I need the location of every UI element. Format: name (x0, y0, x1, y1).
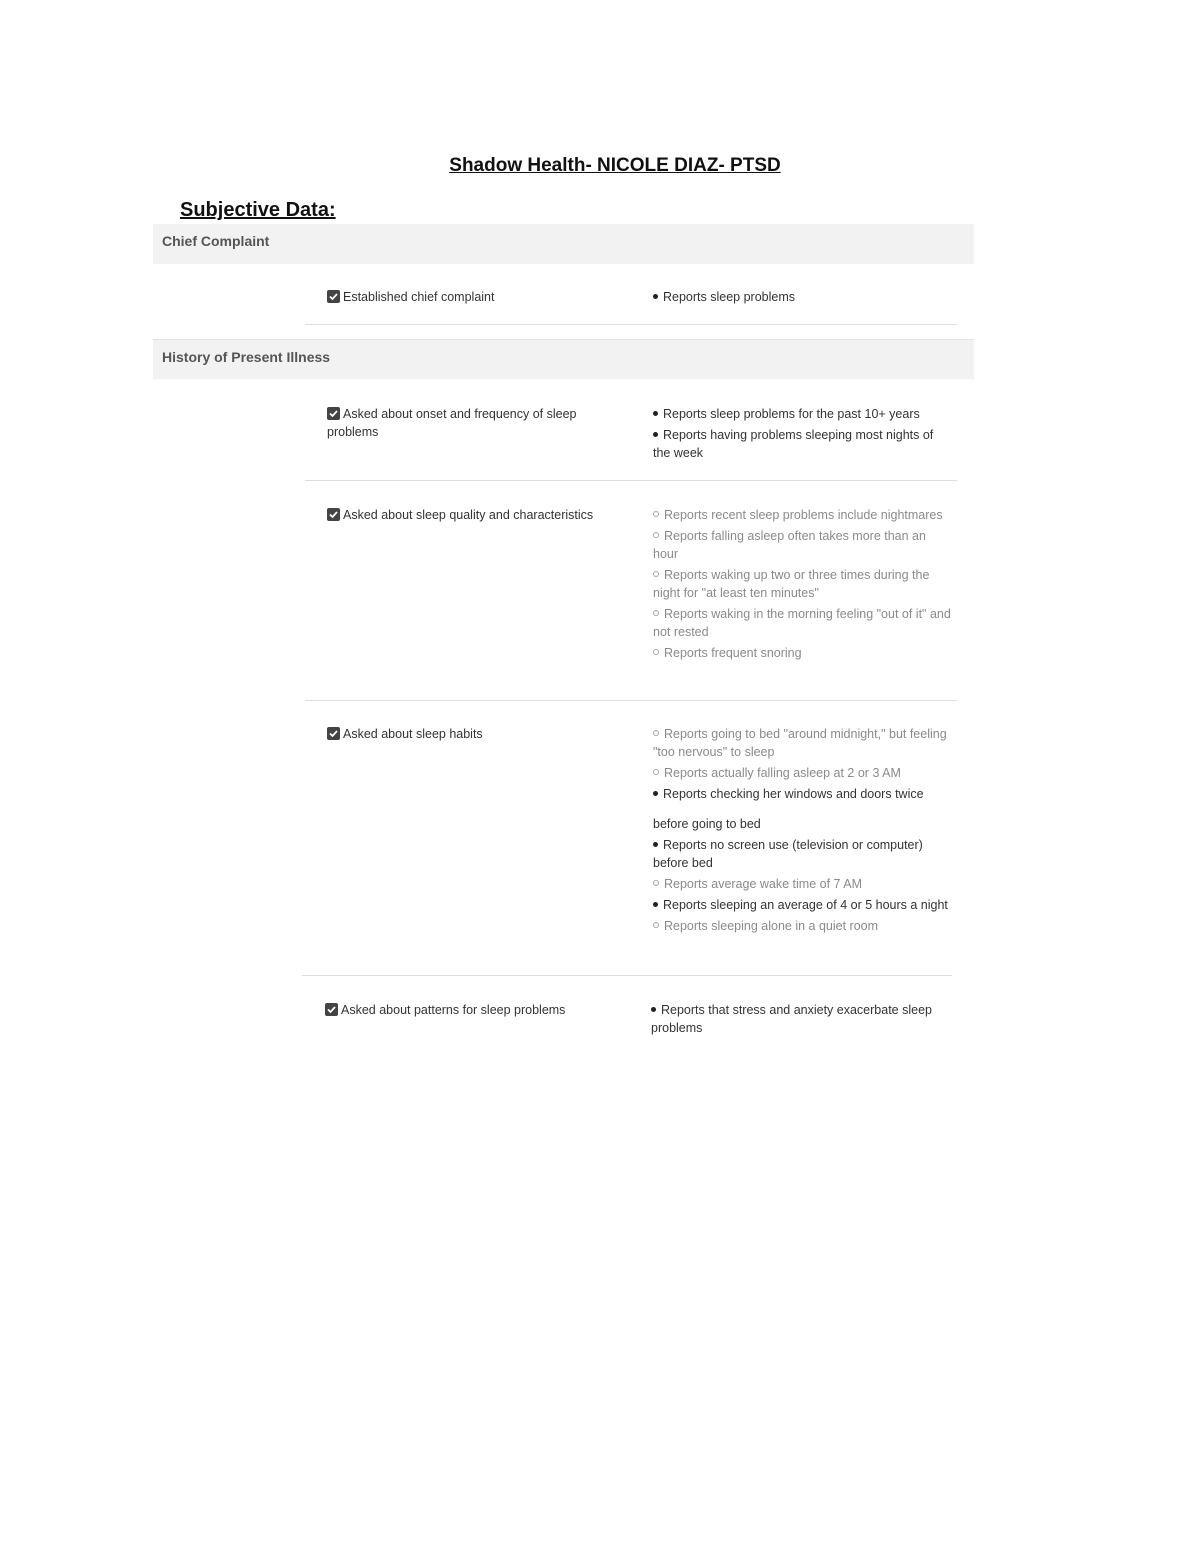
bullet-hollow-icon (653, 571, 659, 577)
section-header-history-of-present-illness: History of Present Illness (153, 339, 974, 379)
finding-text: Reports actually falling asleep at 2 or 3 AM (664, 766, 901, 780)
bullet-filled-icon (653, 842, 658, 847)
finding-item (653, 896, 953, 914)
finding-text: Reports recent sleep problems include nightmares (664, 508, 943, 522)
finding-text: Reports average wake time of 7 AM (664, 877, 863, 891)
finding-text: Reports sleep problems for the past 10+ years (663, 407, 920, 421)
finding-text: Reports sleeping alone in a quiet room (664, 919, 879, 933)
finding-item (653, 875, 953, 893)
bullet-filled-icon (653, 432, 658, 437)
row-divider (305, 324, 957, 325)
bullet-hollow-icon (653, 769, 659, 775)
finding-item (653, 605, 953, 641)
finding-item (653, 426, 953, 462)
row-divider (302, 975, 952, 976)
finding-text: before going to bed (653, 817, 761, 831)
finding-text: Reports checking her windows and doors twice (663, 787, 924, 801)
bullet-hollow-icon (653, 532, 659, 538)
finding-text: Reports that stress and anxiety exacerbate sleep problems (651, 1003, 932, 1035)
bullet-filled-icon (651, 1007, 656, 1012)
finding-text: Reports frequent snoring (664, 646, 802, 660)
question-label: Established chief complaint (343, 290, 495, 304)
finding-item (653, 527, 953, 563)
question-label: Asked about sleep quality and characteristics (343, 508, 594, 522)
subjective-data-heading: Subjective Data: (180, 199, 336, 221)
finding-text: Reports no screen use (television or computer) before bed (653, 838, 923, 870)
row-divider (305, 700, 957, 701)
finding-item (653, 725, 953, 761)
bullet-hollow-icon (653, 511, 659, 517)
bullet-filled-icon (653, 411, 658, 416)
checked-checkbox-icon (327, 407, 340, 420)
document-title: Shadow Health- NICOLE DIAZ- PTSD (449, 155, 781, 176)
row-divider (305, 480, 957, 481)
finding-item (651, 1001, 951, 1037)
finding-item (653, 917, 953, 935)
bullet-hollow-icon (653, 880, 659, 886)
findings-list (651, 1001, 951, 1040)
finding-item (653, 815, 953, 833)
bullet-hollow-icon (653, 922, 659, 928)
finding-text: Reports having problems sleeping most nights of the week (653, 428, 934, 460)
finding-text: Reports sleep problems (663, 290, 796, 304)
finding-item (653, 644, 953, 662)
finding-item (653, 785, 953, 803)
finding-item (653, 836, 953, 872)
question-label: Asked about onset and frequency of sleep problems (327, 407, 577, 439)
finding-item (653, 764, 953, 782)
checked-checkbox-icon (327, 290, 340, 303)
bullet-filled-icon (653, 791, 658, 796)
finding-text: Reports waking in the morning feeling "out of it" and not rested (653, 607, 951, 639)
finding-item (653, 506, 953, 524)
findings-list (653, 288, 953, 309)
bullet-hollow-icon (653, 610, 659, 616)
findings-list (653, 725, 953, 938)
checklist-item-question (327, 725, 612, 743)
finding-text: Reports waking up two or three times during the night for "at least ten minutes" (653, 568, 930, 600)
finding-text: Reports sleeping an average of 4 or 5 hours a night (663, 898, 948, 912)
finding-item (653, 405, 953, 423)
checklist-item-question (327, 506, 612, 524)
finding-item (653, 566, 953, 602)
checklist-item-question (327, 288, 612, 306)
finding-text: Reports going to bed "around midnight," but feeling "too nervous" to sleep (653, 727, 947, 759)
bullet-filled-icon (653, 902, 658, 907)
checked-checkbox-icon (327, 727, 340, 740)
section-header-chief-complaint: Chief Complaint (153, 224, 974, 264)
checked-checkbox-icon (327, 508, 340, 521)
checked-checkbox-icon (325, 1003, 338, 1016)
question-label: Asked about sleep habits (343, 727, 483, 741)
finding-text: Reports falling asleep often takes more than an hour (653, 529, 926, 561)
findings-list (653, 405, 953, 465)
bullet-filled-icon (653, 294, 658, 299)
findings-list (653, 506, 953, 665)
checklist-item-question (325, 1001, 610, 1019)
bullet-hollow-icon (653, 649, 659, 655)
finding-item (653, 288, 953, 306)
bullet-hollow-icon (653, 730, 659, 736)
checklist-item-question (327, 405, 612, 441)
question-label: Asked about patterns for sleep problems (341, 1003, 566, 1017)
